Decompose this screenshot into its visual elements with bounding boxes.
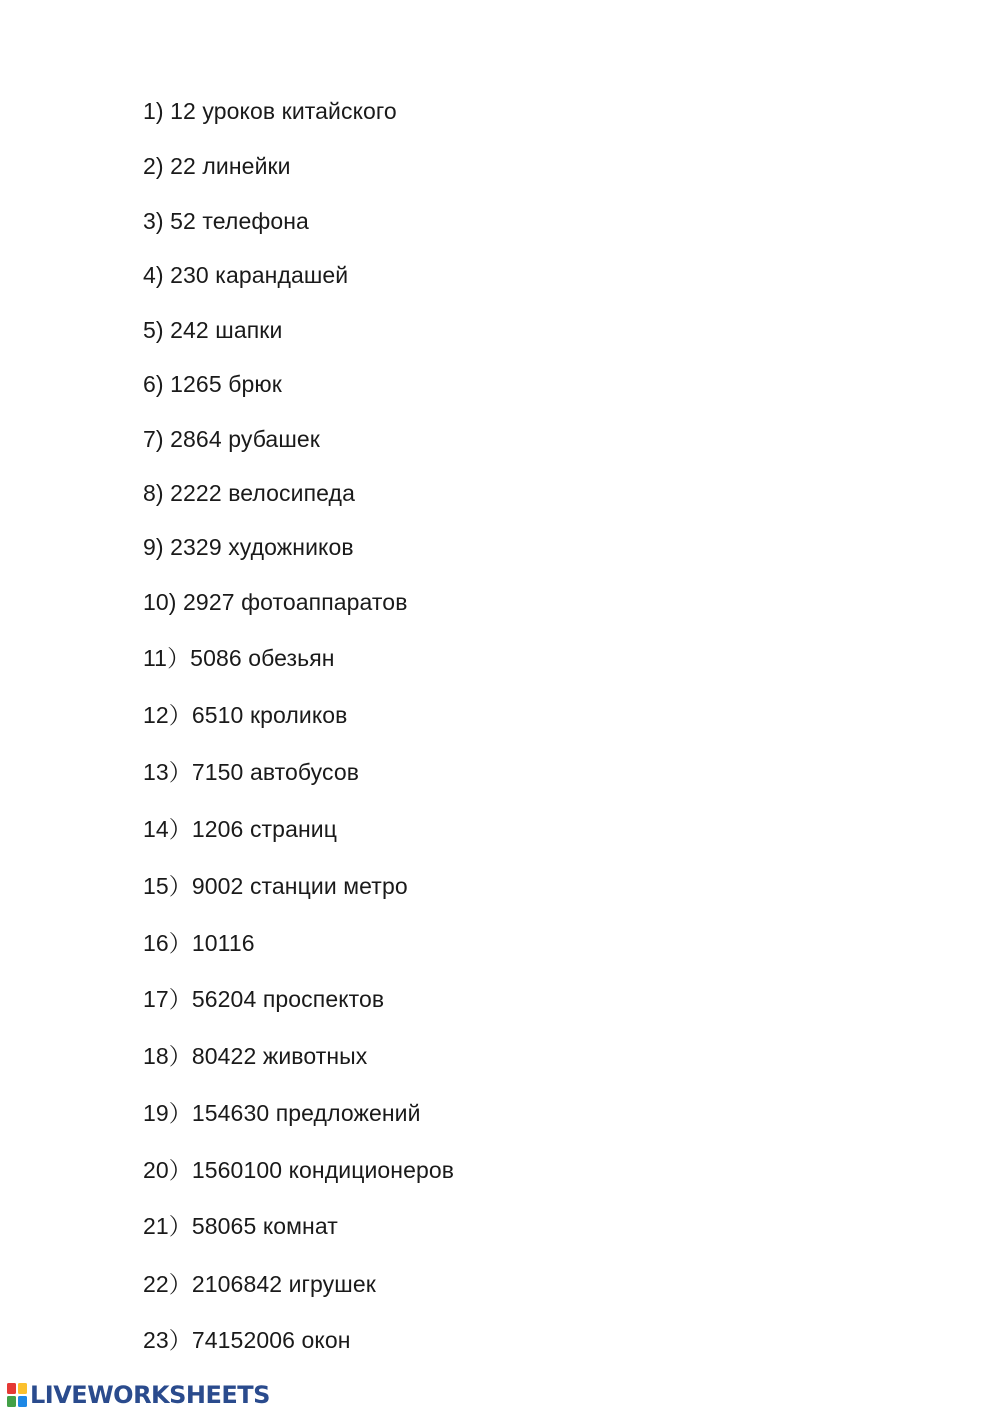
list-item: 23）74152006 окон (143, 1327, 351, 1353)
list-item: 7) 2864 рубашек (143, 426, 320, 452)
list-item: 2) 22 линейки (143, 153, 291, 179)
liveworksheets-logo-text: LIVEWORKSHEETS (30, 1381, 270, 1409)
list-item: 16）10116 (143, 930, 255, 956)
list-item: 18）80422 животных (143, 1043, 368, 1069)
list-item: 6) 1265 брюк (143, 371, 282, 397)
list-item: 19）154630 предложений (143, 1100, 421, 1126)
list-item: 15）9002 станции метро (143, 873, 408, 899)
list-item: 4) 230 карандашей (143, 262, 349, 288)
list-item: 12）6510 кроликов (143, 702, 348, 728)
list-item: 20）1560100 кондиционеров (143, 1157, 455, 1183)
list-item: 10) 2927 фотоаппаратов (143, 589, 408, 615)
list-item: 14）1206 страниц (143, 816, 337, 842)
list-item: 1) 12 уроков китайского (143, 98, 397, 124)
list-item: 13）7150 автобусов (143, 759, 360, 785)
list-item: 3) 52 телефона (143, 208, 309, 234)
list-item: 5) 242 шапки (143, 317, 283, 343)
liveworksheets-logo[interactable] (6, 1380, 270, 1410)
list-item: 11）5086 обезьян (143, 645, 335, 671)
list-item: 8) 2222 велосипеда (143, 480, 355, 506)
list-item: 9) 2329 художников (143, 534, 354, 560)
list-item: 21）58065 комнат (143, 1213, 338, 1239)
liveworksheets-logo-icon (6, 1382, 28, 1408)
list-item: 17）56204 проспектов (143, 986, 385, 1012)
list-item: 22）2106842 игрушек (143, 1271, 376, 1297)
